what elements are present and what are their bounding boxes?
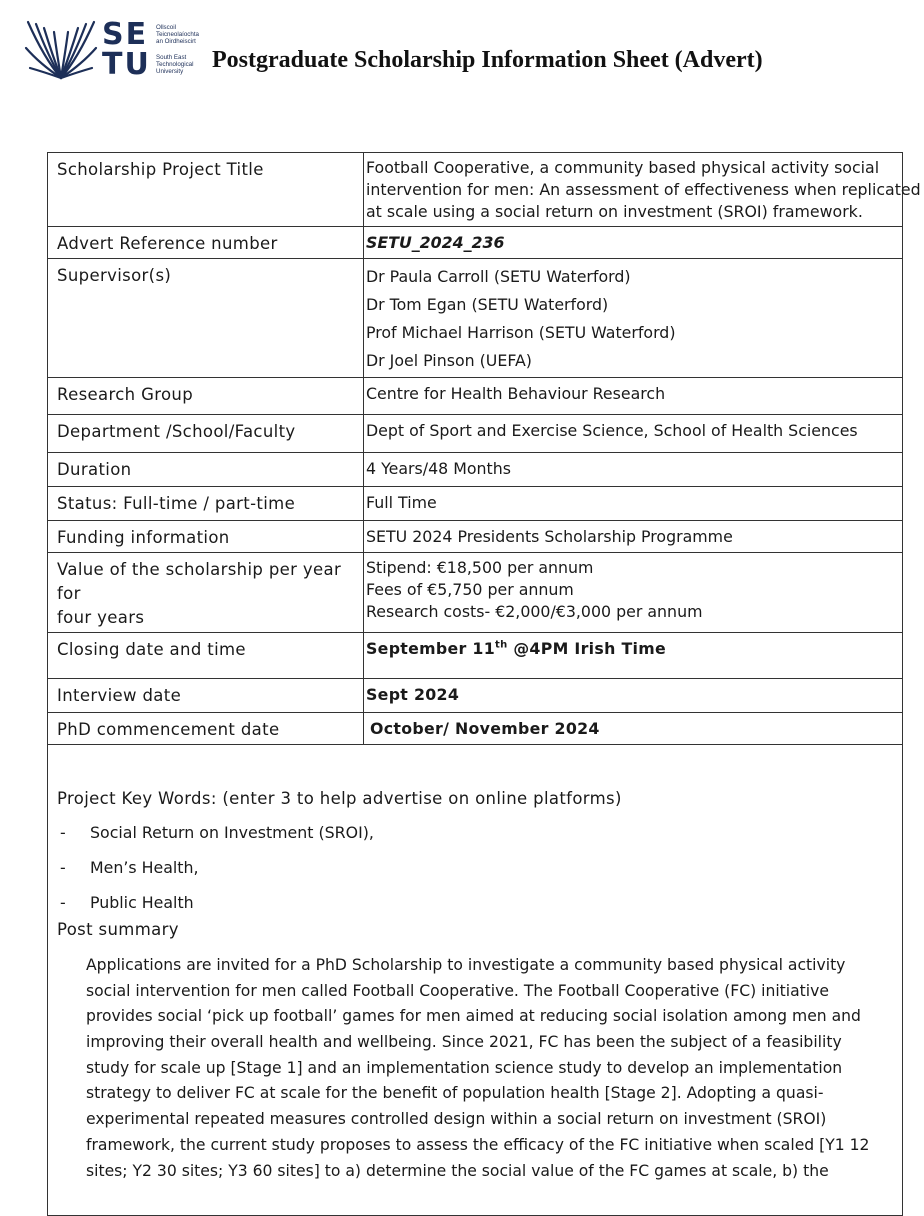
table-row xyxy=(48,745,903,1216)
setu-fan-logo-icon xyxy=(24,18,98,80)
table-row xyxy=(48,633,903,679)
funding-value: SETU 2024 Presidents Scholarship Programme xyxy=(364,521,903,553)
row-label: PhD commencement date xyxy=(48,713,364,745)
project-title-value xyxy=(364,153,921,227)
setu-logo xyxy=(24,18,204,84)
interview-date-value xyxy=(364,679,903,713)
value-text: @4PM Irish Time xyxy=(507,639,667,658)
table-row xyxy=(48,227,903,259)
summary-line: experimental repeated measures controlled design within a social return on investment (SROI) xyxy=(86,1110,827,1129)
list-item xyxy=(60,823,374,858)
logo-letters xyxy=(102,17,151,82)
summary-line: study for scale up [Stage 1] and an implementation science study to develop an implementation xyxy=(86,1058,843,1077)
commencement-value xyxy=(364,713,903,745)
row-label: Supervisor(s) xyxy=(48,259,364,378)
logo-english-name xyxy=(156,54,216,75)
logo-irish-line: Teicneolaíochta xyxy=(156,31,199,38)
logo-letters-top: SE xyxy=(102,17,149,52)
research-group-value: Centre for Health Behaviour Research xyxy=(364,378,903,415)
keyword-text: Men’s Health, xyxy=(90,858,199,877)
table-row xyxy=(48,153,903,227)
supervisor-line: Prof Michael Harrison (SETU Waterford) xyxy=(366,323,676,342)
summary-line: Applications are invited for a PhD Scholarship to investigate a community based physical activity xyxy=(86,956,846,974)
table-row xyxy=(48,553,903,633)
row-label: Interview date xyxy=(48,679,364,713)
value-text: September 11 xyxy=(366,639,496,658)
post-summary-text xyxy=(86,953,886,1184)
value-text: Sept 2024 xyxy=(366,685,460,704)
row-label: Advert Reference number xyxy=(48,227,364,259)
table-row xyxy=(48,415,903,453)
value-superscript: th xyxy=(495,639,508,651)
table-row xyxy=(48,521,903,553)
logo-irish-name xyxy=(156,24,216,45)
logo-irish-line: an Oirdheiscirt xyxy=(156,38,196,45)
logo-english-line: University xyxy=(156,68,184,75)
label-line: Value of the scholarship per year for xyxy=(57,560,342,603)
table-row xyxy=(48,679,903,713)
summary-line: framework, the current study proposes to assess the efficacy of the FC initiative when scaled [Y1 12 xyxy=(86,1135,870,1154)
keyword-text: Public Health xyxy=(90,893,194,912)
value-line: Fees of €5,750 per annum xyxy=(366,580,574,599)
scholarship-info-table xyxy=(47,152,921,1216)
row-label: Research Group xyxy=(48,378,364,415)
logo-english-line: South East xyxy=(156,54,187,61)
value-line: Football Cooperative, a community based physical activity social xyxy=(366,158,880,177)
summary-line: improving their overall health and wellbeing. Since 2021, FC has been the subject of a feasibility xyxy=(86,1033,842,1052)
supervisor-line: Dr Tom Egan (SETU Waterford) xyxy=(366,295,609,314)
logo-letters-bottom: TU xyxy=(102,47,151,82)
keyword-text: Social Return on Investment (SROI), xyxy=(90,823,374,842)
department-value: Dept of Sport and Exercise Science, School of Health Sciences xyxy=(364,415,903,453)
row-label: Department /School/Faculty xyxy=(48,415,364,453)
supervisor-line: Dr Paula Carroll (SETU Waterford) xyxy=(366,267,631,286)
value-text: October/ November 2024 xyxy=(370,719,600,738)
keywords-and-summary-cell xyxy=(48,745,903,1216)
duration-value: 4 Years/48 Months xyxy=(364,453,903,487)
bullet-dash: - xyxy=(60,823,66,842)
table-row xyxy=(48,378,903,415)
value-text: SETU_2024_236 xyxy=(366,233,505,252)
logo-english-line: Technological xyxy=(156,61,194,68)
closing-date-value xyxy=(364,633,903,679)
row-label xyxy=(48,553,364,633)
row-label: Status: Full-time / part-time xyxy=(48,487,364,521)
value-line: Research costs- €2,000/€3,000 per annum xyxy=(366,602,703,621)
summary-line: provides social ‘pick up football’ games for men aimed at reducing social isolation among men and xyxy=(86,1007,861,1026)
summary-line: sites; Y2 30 sites; Y3 60 sites] to a) determine the social value of the FC games at scale, b) the xyxy=(86,1161,829,1180)
status-value: Full Time xyxy=(364,487,903,521)
advert-reference-value xyxy=(364,227,903,259)
supervisors-value xyxy=(364,259,903,378)
supervisor-line: Dr Joel Pinson (UEFA) xyxy=(366,351,532,370)
summary-line: social intervention for men called Football Cooperative. The Football Cooperative (FC) initiative xyxy=(86,981,829,1000)
row-label: Closing date and time xyxy=(48,633,364,679)
bullet-dash: - xyxy=(60,893,66,912)
table-row xyxy=(48,453,903,487)
keywords-list xyxy=(60,823,374,928)
table-row xyxy=(48,259,903,378)
value-line: at scale using a social return on investment (SROI) framework. xyxy=(366,202,863,221)
table-row xyxy=(48,487,903,521)
table-row xyxy=(48,713,903,745)
row-label: Duration xyxy=(48,453,364,487)
value-line: intervention for men: An assessment of effectiveness when replicated xyxy=(366,180,921,199)
logo-irish-line: Ollscoil xyxy=(156,24,176,31)
bullet-dash: - xyxy=(60,858,66,877)
row-label: Funding information xyxy=(48,521,364,553)
row-label: Scholarship Project Title xyxy=(48,153,364,227)
post-summary-heading: Post summary xyxy=(57,920,179,939)
list-item xyxy=(60,858,374,893)
summary-line: strategy to deliver FC at scale for the benefit of population health [Stage 2]. Adopting a quasi- xyxy=(86,1084,824,1103)
value-line: Stipend: €18,500 per annum xyxy=(366,558,594,577)
scholarship-value xyxy=(364,553,903,633)
document-title: Postgraduate Scholarship Information Sheet (Advert) xyxy=(212,47,763,73)
label-line: four years xyxy=(57,608,145,627)
keywords-heading: Project Key Words: (enter 3 to help advertise on online platforms) xyxy=(57,789,622,808)
